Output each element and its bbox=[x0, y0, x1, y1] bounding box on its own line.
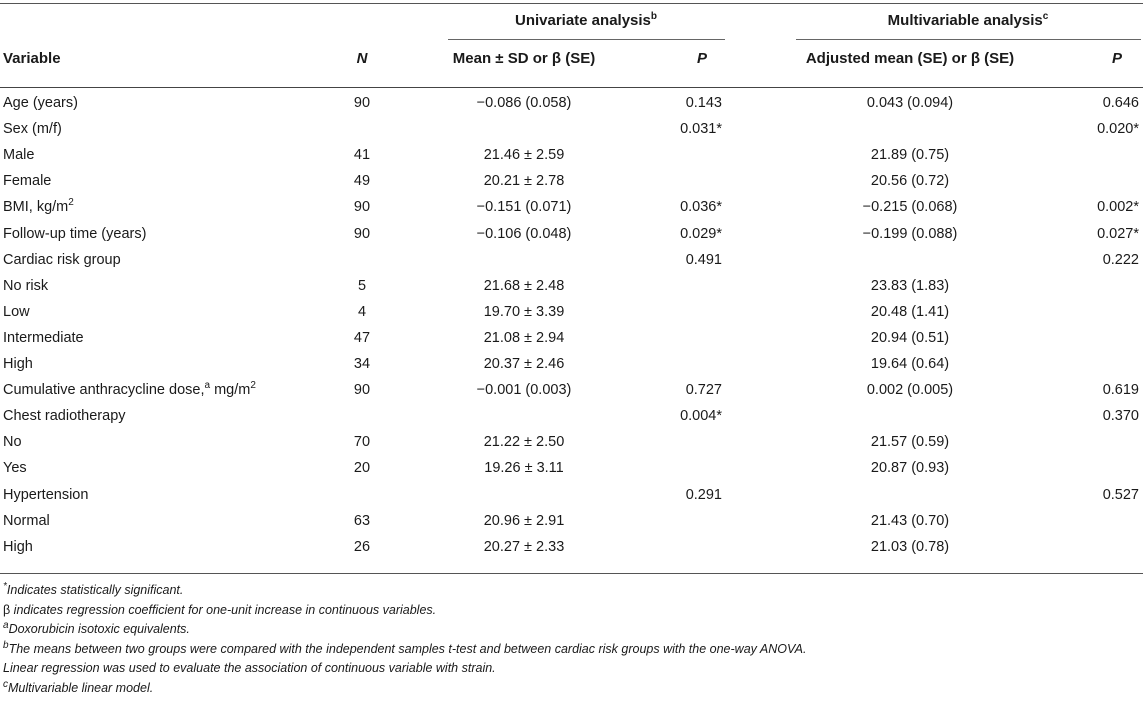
cell-multi-p: 0.002* bbox=[1097, 199, 1139, 215]
cell-multi-mean: 0.002 (0.005) bbox=[866, 382, 954, 398]
table-bottom-rule bbox=[0, 573, 1143, 574]
cell-variable: Hypertension bbox=[3, 487, 89, 503]
col-header-uni-p: P bbox=[696, 50, 708, 67]
cell-variable: High bbox=[3, 539, 33, 555]
cell-n: 20 bbox=[353, 460, 371, 476]
cell-uni-p: 0.491 bbox=[685, 252, 722, 268]
cell-n: 5 bbox=[357, 278, 367, 294]
cell-multi-mean: 20.94 (0.51) bbox=[870, 330, 950, 346]
cell-multi-p: 0.527 bbox=[1102, 487, 1139, 503]
cell-multi-mean: 20.56 (0.72) bbox=[870, 173, 950, 189]
cell-uni-p: 0.029* bbox=[680, 226, 722, 242]
cell-multi-mean: 21.89 (0.75) bbox=[870, 147, 950, 163]
cell-variable: BMI, $kg/m^2$ bbox=[3, 197, 74, 215]
cell-uni-mean: 20.96 ± 2.91 bbox=[483, 513, 565, 529]
cell-multi-mean: −0.215 (0.068) bbox=[862, 199, 958, 215]
cell-n: 90 bbox=[353, 199, 371, 215]
cell-multi-mean: 0.043 (0.094) bbox=[866, 95, 954, 111]
cell-uni-p: 0.291 bbox=[685, 487, 722, 503]
cell-n: 26 bbox=[353, 539, 371, 555]
cell-uni-mean: 20.37 ± 2.46 bbox=[483, 356, 565, 372]
cell-multi-p: 0.222 bbox=[1102, 252, 1139, 268]
cell-n: 47 bbox=[353, 330, 371, 346]
footnote: $^b$The means between two groups were compared with the independent samples t-test and between cardiac risk groups with the one-way ANOVA. bbox=[3, 639, 807, 656]
cell-n: 34 bbox=[353, 356, 371, 372]
cell-multi-mean: 20.87 (0.93) bbox=[870, 460, 950, 476]
cell-multi-p: 0.027* bbox=[1097, 226, 1139, 242]
col-header-multi-mean: Adjusted mean (SE) or β (SE) bbox=[805, 50, 1015, 67]
cell-multi-mean: 23.83 (1.83) bbox=[870, 278, 950, 294]
cell-uni-mean: 20.21 ± 2.78 bbox=[483, 173, 565, 189]
group-header-univariate: Univariate analysis$^b$ bbox=[514, 11, 658, 29]
cell-variable: Normal bbox=[3, 513, 50, 529]
cell-n: 90 bbox=[353, 95, 371, 111]
col-header-n: N bbox=[356, 50, 368, 67]
cell-variable: No bbox=[3, 434, 22, 450]
cell-variable: High bbox=[3, 356, 33, 372]
cell-variable: Follow-up time (years) bbox=[3, 226, 147, 242]
cell-n: 4 bbox=[357, 304, 367, 320]
cell-uni-mean: −0.001 (0.003) bbox=[476, 382, 572, 398]
cell-variable: Female bbox=[3, 173, 52, 189]
cell-variable: Cumulative anthracycline dose,$^a$ $mg/m^2$ bbox=[3, 380, 256, 398]
cell-uni-mean: 21.08 ± 2.94 bbox=[483, 330, 565, 346]
cell-variable: No risk bbox=[3, 278, 49, 294]
cell-uni-mean: −0.086 (0.058) bbox=[476, 95, 572, 111]
cell-variable: Chest radiotherapy bbox=[3, 408, 126, 424]
group-header-multivariable: Multivariable analysis$^c$ bbox=[887, 11, 1049, 29]
cell-uni-mean: 19.70 ± 3.39 bbox=[483, 304, 565, 320]
cell-multi-p: 0.370 bbox=[1102, 408, 1139, 424]
cell-uni-mean: 19.26 ± 3.11 bbox=[484, 460, 564, 476]
footnote: $^c$Multivariable linear model. bbox=[3, 678, 154, 695]
cell-multi-mean: 19.64 (0.64) bbox=[870, 356, 950, 372]
col-header-uni-mean: Mean ± SD or β (SE) bbox=[452, 50, 596, 67]
cell-multi-mean: 21.03 (0.78) bbox=[870, 539, 950, 555]
cell-uni-p: 0.031* bbox=[680, 121, 722, 137]
cell-variable: Cardiac risk group bbox=[3, 252, 121, 268]
cell-uni-mean: 21.46 ± 2.59 bbox=[483, 147, 565, 163]
cell-variable: Low bbox=[3, 304, 30, 320]
cell-uni-mean: 21.68 ± 2.48 bbox=[483, 278, 565, 294]
cell-uni-mean: 20.27 ± 2.33 bbox=[483, 539, 565, 555]
header-rule bbox=[0, 87, 1143, 88]
cell-uni-mean: −0.106 (0.048) bbox=[476, 226, 572, 242]
cell-variable: Intermediate bbox=[3, 330, 84, 346]
cell-n: 63 bbox=[353, 513, 371, 529]
cell-variable: Male bbox=[3, 147, 35, 163]
cell-uni-mean: 21.22 ± 2.50 bbox=[483, 434, 565, 450]
col-header-multi-p: P bbox=[1111, 50, 1123, 67]
col-header-variable: Variable bbox=[3, 50, 61, 67]
cell-n: 90 bbox=[353, 382, 371, 398]
cell-uni-p: 0.004* bbox=[680, 408, 722, 424]
cell-uni-mean: −0.151 (0.071) bbox=[476, 199, 572, 215]
footnote: $^a$Doxorubicin isotoxic equivalents. bbox=[3, 619, 190, 636]
cell-variable: Yes bbox=[3, 460, 27, 476]
cell-multi-p: 0.646 bbox=[1102, 95, 1139, 111]
cell-n: 90 bbox=[353, 226, 371, 242]
footnote: *Indicates statistically significant. bbox=[3, 580, 184, 597]
table-top-rule bbox=[0, 3, 1143, 4]
multivariable-underline bbox=[796, 39, 1141, 40]
cell-uni-p: 0.036* bbox=[680, 199, 722, 215]
cell-variable: Age (years) bbox=[3, 95, 78, 111]
footnote: β indicates regression coefficient for one-unit increase in continuous variables. bbox=[3, 603, 437, 617]
cell-multi-mean: 20.48 (1.41) bbox=[870, 304, 950, 320]
cell-n: 49 bbox=[353, 173, 371, 189]
cell-multi-mean: 21.57 (0.59) bbox=[870, 434, 950, 450]
cell-n: 70 bbox=[353, 434, 371, 450]
cell-multi-mean: −0.199 (0.088) bbox=[862, 226, 958, 242]
cell-multi-p: 0.020* bbox=[1097, 121, 1139, 137]
cell-multi-p: 0.619 bbox=[1102, 382, 1139, 398]
cell-multi-mean: 21.43 (0.70) bbox=[870, 513, 950, 529]
cell-uni-p: 0.727 bbox=[685, 382, 722, 398]
cell-uni-p: 0.143 bbox=[685, 95, 722, 111]
cell-n: 41 bbox=[353, 147, 371, 163]
footnote: Linear regression was used to evaluate the association of continuous variable with strain. bbox=[3, 661, 496, 675]
cell-variable: Sex (m/f) bbox=[3, 121, 62, 137]
univariate-underline bbox=[448, 39, 725, 40]
